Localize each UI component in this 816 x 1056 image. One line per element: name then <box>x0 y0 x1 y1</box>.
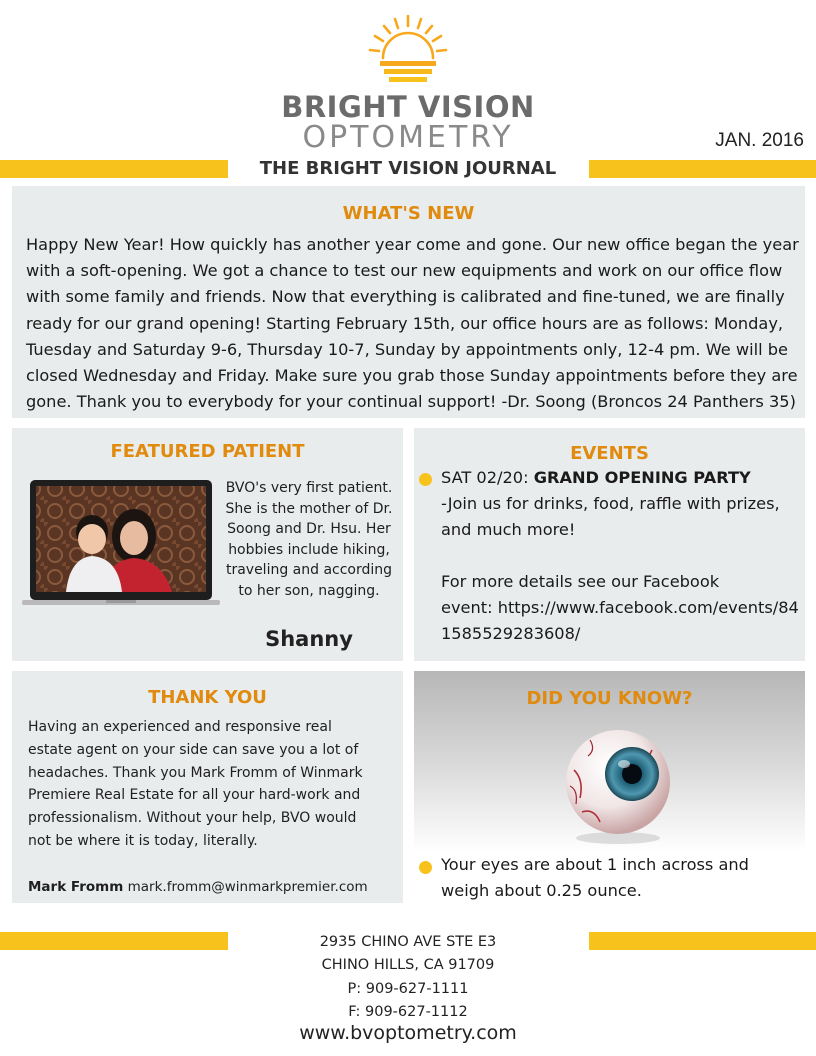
whats-new-line: closed Wednesday and Friday. Make sure you grab those Sunday appointments before they are <box>26 366 798 386</box>
event-line: and much more! <box>441 520 576 539</box>
footer-address-line1: 2935 CHINO AVE STE E3 <box>319 934 497 950</box>
whats-new-line: with a soft-opening. We got a chance to test our new equipments and work on our office flow <box>26 261 783 281</box>
whats-new-body <box>26 232 816 415</box>
footer-website-link[interactable]: www.bvoptometry.com <box>299 1022 517 1044</box>
bio-line: Soong and Dr. Hsu. Her <box>227 521 391 537</box>
event-title: GRAND OPENING PARTY <box>533 468 751 487</box>
event-line: -Join us for drinks, food, raffle with prizes, <box>441 494 780 513</box>
event-line <box>441 543 813 569</box>
journal-title: THE BRIGHT VISION JOURNAL <box>259 158 557 179</box>
eyeball-image <box>560 720 676 846</box>
thank-you-heading: THANK YOU <box>148 687 267 708</box>
bio-line: to her son, nagging. <box>238 582 380 599</box>
thank-you-contact <box>28 877 398 898</box>
whats-new-line: ready for our grand opening! Starting February 15th, our office hours are as follows: Monday, <box>26 313 784 333</box>
thank-you-line: not be where it is today, literally. <box>28 832 258 849</box>
bio-line: traveling and according <box>225 562 393 578</box>
footer-address-line2: CHINO HILLS, CA 91709 <box>321 957 495 973</box>
thank-you-line: Premiere Real Estate for all your hard-work and <box>28 787 361 804</box>
contact-name: Mark Fromm <box>28 879 124 895</box>
event-title-line <box>441 465 813 491</box>
issue-date: JAN. 2016 <box>715 130 804 151</box>
contact-email[interactable]: mark.fromm@winmarkpremier.com <box>127 879 368 895</box>
event-date: SAT 02/20: <box>441 468 534 487</box>
brand-logo <box>365 14 451 86</box>
fact-bullet-icon <box>419 861 432 874</box>
bio-line: BVO's very first patient. <box>225 480 393 496</box>
whats-new-line: Tuesday and Saturday 9-6, Thursday 10-7, Sunday by appointments only, 12-4 pm. We will be <box>26 339 788 359</box>
thank-you-line: headaches. Thank you Mark Fromm of Winmark <box>28 764 363 781</box>
featured-patient-heading: FEATURED PATIENT <box>110 441 305 462</box>
event-line: For more details see our Facebook <box>441 572 720 591</box>
brand-name: BRIGHT VISION <box>281 90 535 124</box>
whats-new-line: Happy New Year! How quickly has another year come and gone. Our new office began the year <box>26 235 799 254</box>
patient-photo-laptop <box>22 478 220 608</box>
thank-you-line: Having an experienced and responsive real <box>28 719 332 735</box>
events-heading: EVENTS <box>570 443 649 464</box>
event-link[interactable]: event: https://www.facebook.com/events/84 <box>441 598 799 617</box>
whats-new-line: with some family and friends. Now that everything is calibrated and fine-tuned, we are finally <box>26 287 785 307</box>
bio-line: She is the mother of Dr. <box>225 500 393 517</box>
featured-patient-name: Shanny <box>265 627 353 651</box>
thank-you-line: professionalism. Without your help, BVO would <box>28 810 357 827</box>
whats-new-line: gone. Thank you to everybody for your continual support! -Dr. Soong (Broncos 24 Panthers 35) <box>26 392 796 412</box>
featured-patient-bio <box>216 478 402 601</box>
whats-new-heading: WHAT'S NEW <box>342 203 475 224</box>
fact-line: weigh about 0.25 ounce. <box>441 881 642 900</box>
thank-you-body <box>28 716 398 853</box>
event-link-cont[interactable]: 1585529283608/ <box>441 624 581 643</box>
fact-line: Your eyes are about 1 inch across and <box>441 855 749 874</box>
brand-subtitle: OPTOMETRY <box>302 120 514 155</box>
did-you-know-heading: DID YOU KNOW? <box>526 688 693 709</box>
event-details <box>441 491 813 647</box>
footer-fax: F: 909-627-1112 <box>348 1004 468 1020</box>
sun-logo-icon <box>365 14 451 86</box>
footer-phone: P: 909-627-1111 <box>347 981 469 997</box>
thank-you-line: estate agent on your side can save you a lot of <box>28 741 359 758</box>
did-you-know-body <box>441 852 801 904</box>
event-bullet-icon <box>419 473 432 486</box>
bio-line: hobbies include hiking, <box>228 541 390 558</box>
